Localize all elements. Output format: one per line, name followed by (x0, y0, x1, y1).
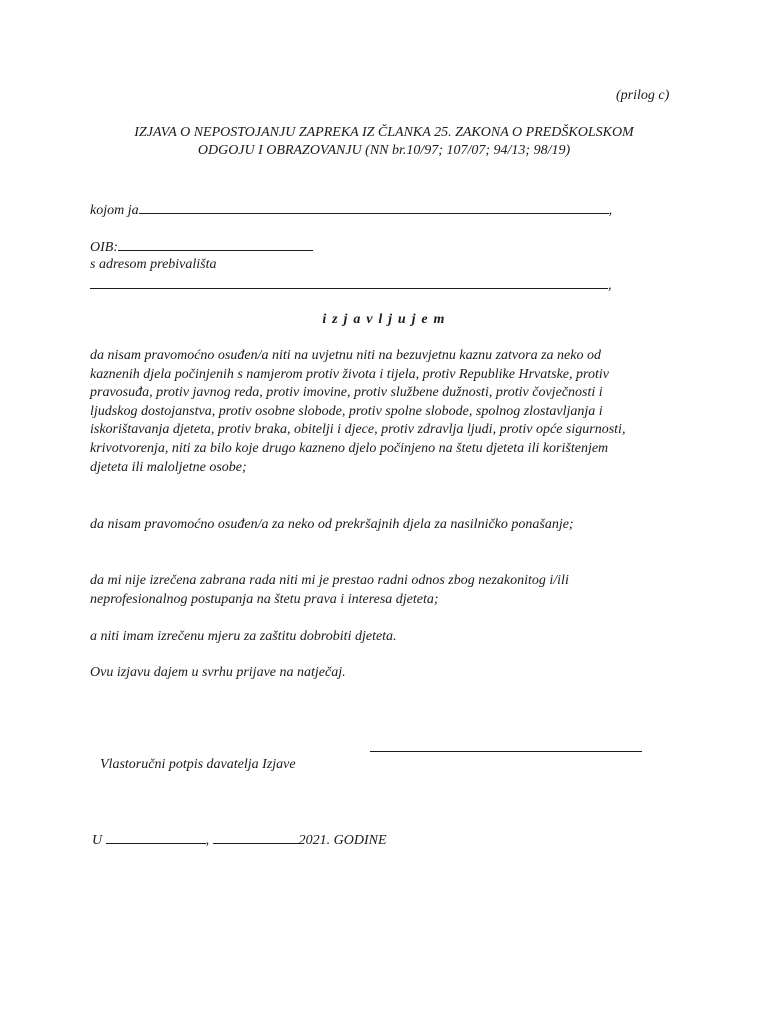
annex-label: (prilog c) (616, 88, 670, 103)
date-separator: , (205, 833, 210, 848)
paragraph-child-welfare: a niti imam izrečenu mjeru za zaštitu dobrobiti djeteta. (90, 629, 397, 644)
oib-field-row (90, 238, 313, 256)
paragraph-purpose: Ovu izjavu dajem u svrhu prijave na natječaj. (90, 665, 346, 680)
address-label: s adresom prebivališta (90, 257, 217, 272)
declaration-heading: i z j a v l j u j e m (322, 312, 446, 327)
signature-blank-line[interactable] (370, 750, 642, 752)
name-label: kojom ja (90, 203, 139, 218)
name-field-row (90, 201, 612, 219)
comma-mark: , (608, 278, 612, 293)
address-blank-line[interactable] (90, 276, 608, 289)
paragraph-misdemeanours: da nisam pravomoćno osuđen/a za neko od prekršajnih djela za nasilničko ponašanje; (90, 517, 574, 532)
address-field-row (90, 276, 612, 294)
name-blank-line[interactable] (139, 201, 609, 214)
place-prefix: U (92, 833, 103, 848)
signature-label: Vlastoručni potpis davatelja Izjave (100, 757, 296, 772)
paragraph-criminal-offences: da nisam pravomoćno osuđen/a niti na uvjetnu niti na bezuvjetnu kaznu zatvora za neko od kaznenih djela počinjenih s namjerom protiv života i tijela, protiv Republike Hrvatske, protiv pravosuđa, protiv javnog reda, protiv imovine, protiv službene dužnosti, protiv čovječnosti i ljudskog dostojanstva, protiv osobne slobode, protiv spolne slobode, spolnog zlostavljanja i iskorištavanja djeteta, protiv braka, obitelji i djece, protiv zdravlja ljudi, protiv opće sigurnosti, krivotvorenja, niti za bilo koje drugo kazneno djelo počinjeno na štetu djeteta ili korištenjem djeteta ili maloljetne osobe; (90, 348, 626, 475)
paragraph-work-ban: da mi nije izrečena zabrana rada niti mi je prestao radni odnos zbog nezakonitog i/ili neprofesionalnog postupanja na štetu prava i interesa djeteta; (90, 573, 569, 607)
place-blank-line[interactable] (106, 831, 206, 844)
oib-label: OIB: (90, 240, 118, 255)
oib-blank-line[interactable] (118, 238, 313, 251)
place-date-row (92, 831, 387, 849)
year-suffix: 2021. GODINE (298, 833, 387, 848)
date-blank-line[interactable] (213, 831, 299, 844)
document-title: IZJAVA O NEPOSTOJANJU ZAPREKA IZ ČLANKA 25. ZAKONA O PREDŠKOLSKOM ODGOJU I OBRAZOVANJU (NN br.10/97; 107/07; 94/13; 98/19) (134, 125, 634, 158)
comma-mark: , (608, 203, 613, 218)
